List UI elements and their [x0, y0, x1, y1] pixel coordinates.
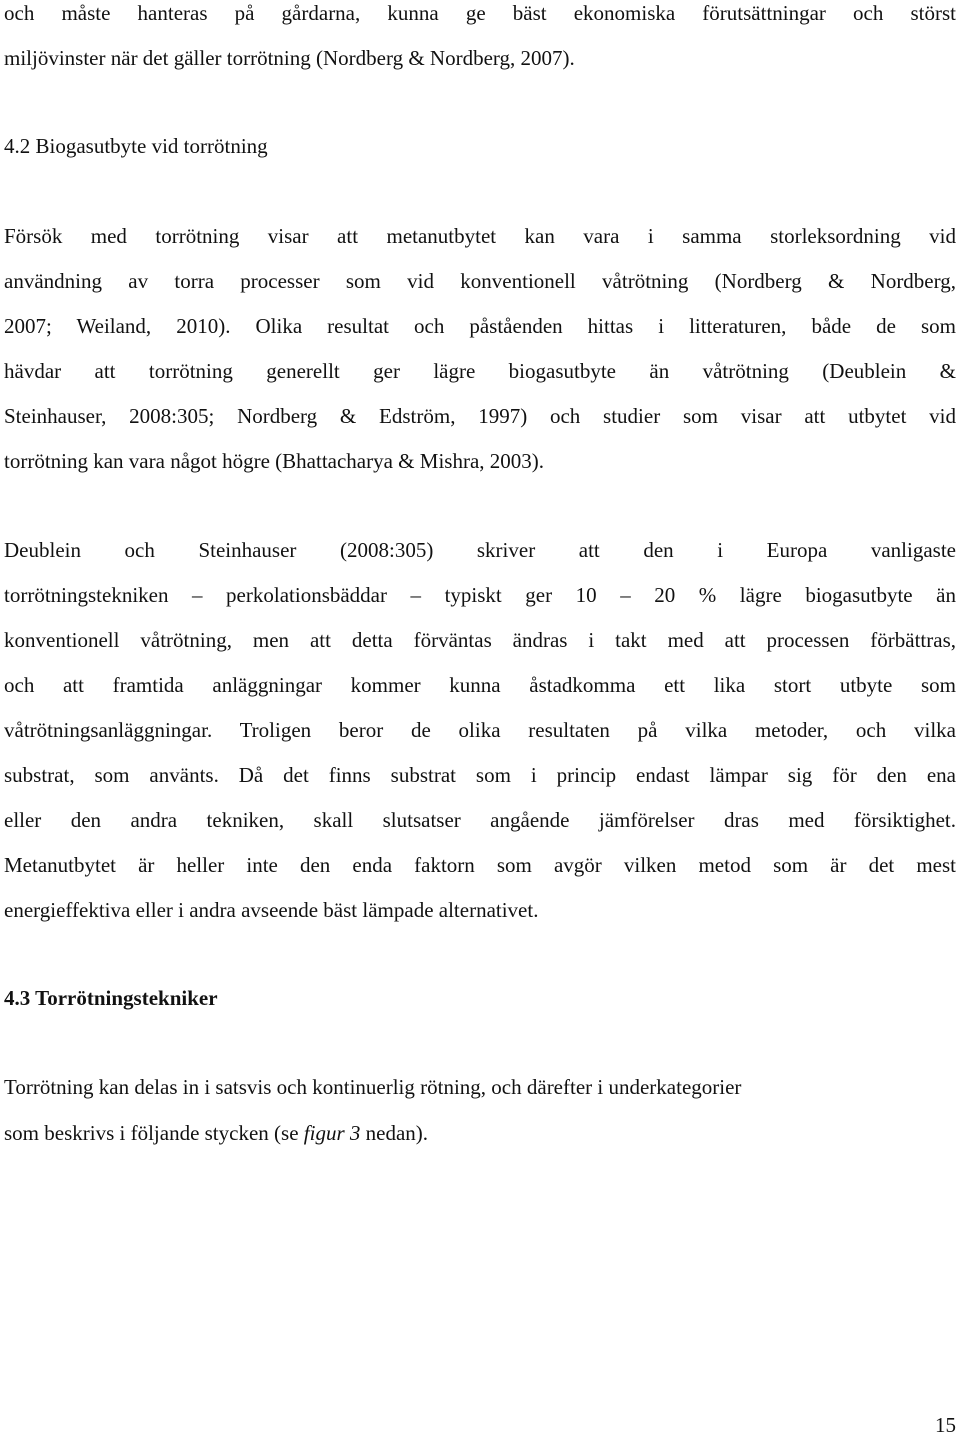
paragraph-line: [4, 1120, 956, 1146]
paragraph-line: Metanutbytet är heller inte den enda faktorn som avgör vilken metod som är det mest: [4, 853, 956, 877]
paragraph-line: substrat, som använts. Då det finns substrat som i princip endast lämpar sig för den ena: [4, 763, 956, 787]
paragraph-line: Steinhauser, 2008:305; Nordberg & Edström, 1997) och studier som visar att utbytet vid: [4, 404, 956, 428]
paragraph-line: Försök med torrötning visar att metanutbytet kan vara i samma storleksordning vid: [4, 224, 956, 248]
section-heading-4-3: 4.3 Torrötningstekniker: [4, 986, 218, 1010]
paragraph-text: nedan).: [360, 1121, 429, 1145]
paragraph-line: hävdar att torrötning generellt ger lägre biogasutbyte än våtrötning (Deublein &: [4, 359, 956, 383]
section-heading-4-2: 4.2 Biogasutbyte vid torrötning: [4, 134, 268, 158]
paragraph-line: våtrötningsanläggningar. Troligen beror de olika resultaten på vilka metoder, och vilka: [4, 718, 956, 742]
figure-reference: figur 3: [303, 1121, 361, 1145]
page-number: 15: [935, 1413, 956, 1437]
paragraph-line: torrötning kan vara något högre (Bhattacharya & Mishra, 2003).: [4, 449, 545, 473]
paragraph-line: Deublein och Steinhauser (2008:305) skriver att den i Europa vanligaste: [4, 538, 956, 562]
paragraph-line: 2007; Weiland, 2010). Olika resultat och påståenden hittas i litteraturen, både de som: [4, 314, 956, 338]
paragraph-line: eller den andra tekniken, skall slutsatser angående jämförelser dras med försiktighet.: [4, 808, 956, 832]
paragraph-line: energieffektiva eller i andra avseende bäst lämpade alternativet.: [4, 898, 539, 922]
paragraph-text: som beskrivs i följande stycken (se: [4, 1121, 304, 1145]
intro-line-1: och måste hanteras på gårdarna, kunna ge bäst ekonomiska förutsättningar och störst: [4, 1, 956, 25]
paragraph-line: Torrötning kan delas in i satsvis och kontinuerlig rötning, och därefter i underkategorier: [4, 1075, 742, 1099]
paragraph-line: och att framtida anläggningar kommer kunna åstadkomma ett lika stort utbyte som: [4, 673, 956, 697]
paragraph-line: torrötningstekniken – perkolationsbäddar – typiskt ger 10 – 20 % lägre biogasutbyte än: [4, 583, 956, 607]
intro-line-2: miljövinster när det gäller torrötning (Nordberg & Nordberg, 2007).: [4, 46, 575, 70]
paragraph-line: konventionell våtrötning, men att detta förväntas ändras i takt med att processen förbättras,: [4, 628, 956, 652]
paragraph-line: användning av torra processer som vid konventionell våtrötning (Nordberg & Nordberg,: [4, 269, 956, 293]
